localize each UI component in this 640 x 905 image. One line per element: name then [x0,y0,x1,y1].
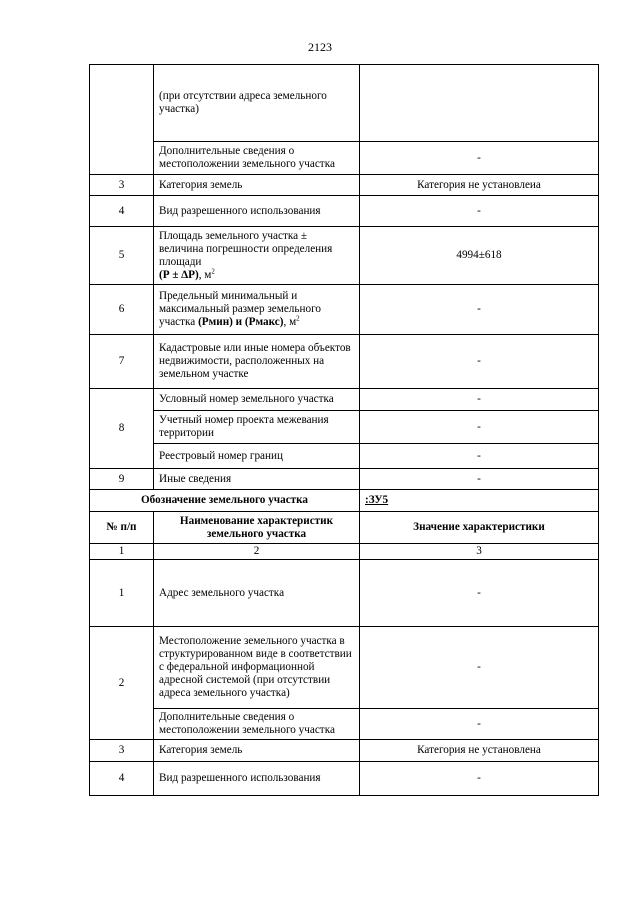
table-row [90,175,599,196]
row-name: Кадастровые или иные номера объектов недвижимости, расположенных на земельном участке [154,335,360,389]
row-name: Местоположение земельного участка в структурированном виде в соответствии с федеральной информационной адресной системой (при отсутствии адреса земельного участка) [154,627,360,709]
row-name: Условный номер земельного участка [154,389,360,411]
row-number: 4 [90,196,154,227]
row-name: Дополнительные сведения о местоположении земельного участка [154,142,360,175]
row-name: Дополнительные сведения о местоположении земельного участка [154,709,360,740]
row-name-bold: (Рмин) и (Рмакс) [198,316,284,328]
table-row [90,196,599,227]
row-value: - [360,335,599,389]
row-name: Категория земель [154,740,360,762]
row-name [154,227,360,285]
table-row [90,444,599,469]
table-row [90,709,599,740]
header-number: № п/п [90,512,154,544]
header-characteristic: Наименование характеристик земельного участка [154,512,360,544]
row-number: 3 [90,740,154,762]
row-name: Адрес земельного участка [154,560,360,627]
row-number: 4 [90,762,154,796]
row-number-cell [90,65,154,175]
row-name: (при отсутствии адреса земельного участка) [154,65,360,142]
row-value: - [360,142,599,175]
row-value: - [360,560,599,627]
row-name: Иные сведения [154,469,360,490]
row-name-unit: , м [198,268,212,281]
land-plot-table [89,64,599,796]
table-row [90,469,599,490]
table-row [90,285,599,335]
row-number: 5 [90,227,154,285]
row-number: 2 [90,627,154,740]
table-row [90,65,599,142]
page-number: 2123 [308,40,332,54]
row-number: 1 [90,560,154,627]
header-value: Значение характеристики [360,512,599,544]
row-name [154,285,360,335]
row-value: - [360,469,599,490]
row-name-bold: (Р ± ∆Р) [159,268,199,281]
row-value: Категория не установлена [360,740,599,762]
column-index-row [90,544,599,560]
table-row [90,335,599,389]
row-number: 3 [90,175,154,196]
column-index: 1 [90,544,154,560]
row-name: Категория земель [154,175,360,196]
row-value: - [360,709,599,740]
row-value: - [360,444,599,469]
row-name-text: Площадь земельного участка ± величина погрешности определения площади [159,229,333,268]
row-value: - [360,196,599,227]
row-number: 6 [90,285,154,335]
table-row [90,227,599,285]
table-row [90,740,599,762]
row-value: Категория не установлеиа [360,175,599,196]
designation-row [90,490,599,512]
row-name: Вид разрешенного использования [154,762,360,796]
row-number: 7 [90,335,154,389]
row-value: - [360,762,599,796]
row-value: - [360,389,599,411]
row-name: Учетный номер проекта межевания территории [154,411,360,444]
table-row [90,389,599,411]
column-index: 2 [154,544,360,560]
row-value [360,65,599,142]
row-name-text: Предельный минимальный и максимальный размер земельного участка [159,290,321,328]
row-number: 8 [90,389,154,469]
designation-label: Обозначение земельного участка [90,490,360,512]
table-row [90,411,599,444]
row-value: 4994±618 [360,227,599,285]
table-row [90,627,599,709]
table-row [90,142,599,175]
table-row [90,560,599,627]
designation-value: :ЗУ5 [360,490,599,512]
table-header-row [90,512,599,544]
row-name: Вид разрешенного использования [154,196,360,227]
row-name-sup: 2 [211,266,215,275]
table-row [90,762,599,796]
row-value: - [360,627,599,709]
row-name: Реестровый номер границ [154,444,360,469]
row-value: - [360,411,599,444]
row-name-unit: , м [283,316,297,328]
column-index: 3 [360,544,599,560]
row-number: 9 [90,469,154,490]
row-name-sup: 2 [296,314,300,323]
row-value: - [360,285,599,335]
